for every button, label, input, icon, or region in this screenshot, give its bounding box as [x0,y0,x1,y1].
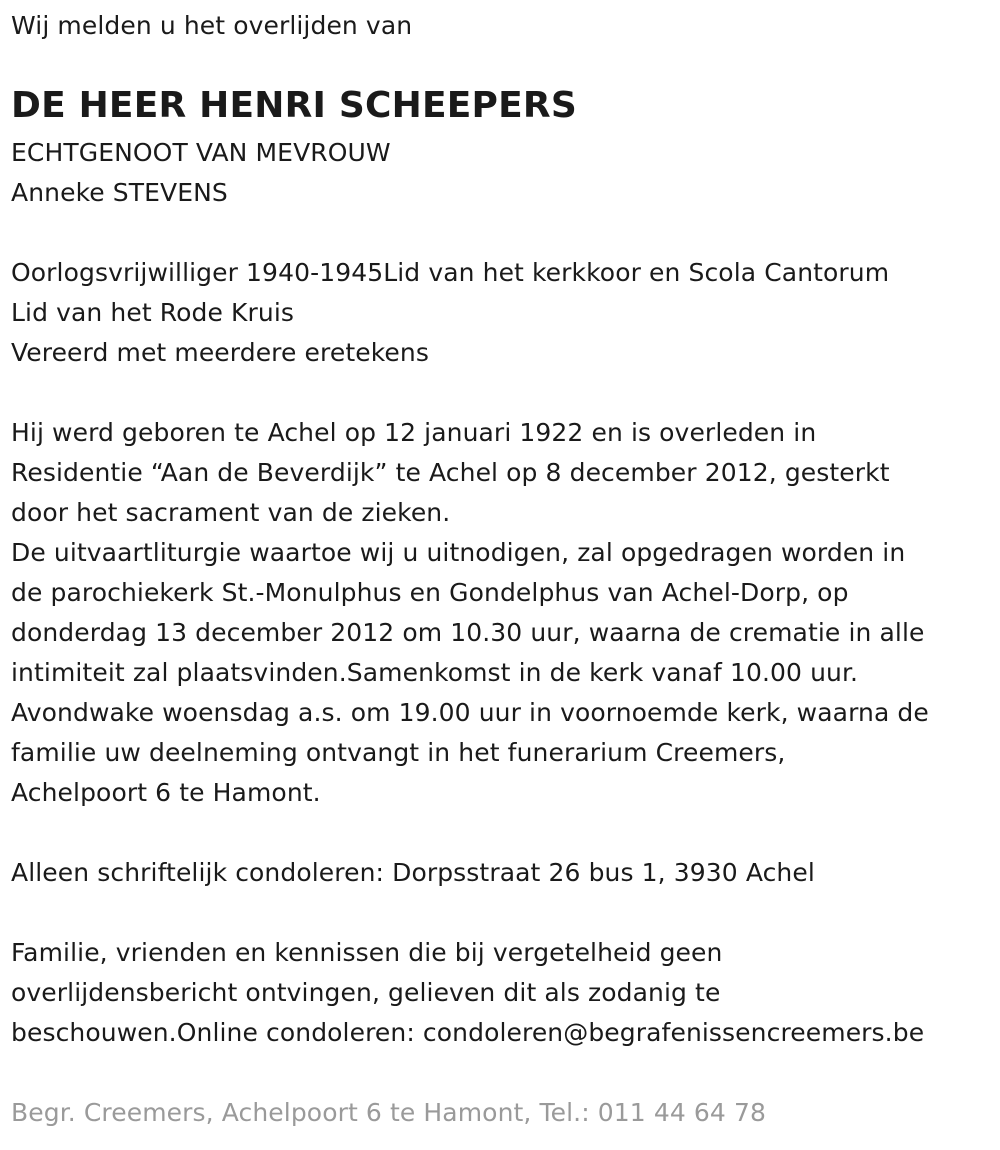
biography-block [11,413,929,813]
biography-line: Avondwake woensdag a.s. om 19.00 uur in voornoemde kerk, waarna de [11,698,929,727]
merits-block [11,253,889,373]
biography-line: donderdag 13 december 2012 om 10.30 uur, waarna de crematie in alle [11,618,925,647]
merit-line: Lid van het Rode Kruis [11,298,294,327]
spouse-line: Anneke STEVENS [11,178,228,207]
family-note-line: beschouwen.Online condoleren: condoleren@begrafenissencreemers.be [11,1018,925,1047]
deceased-name: DE HEER HENRI SCHEEPERS [11,85,577,126]
biography-line: de parochiekerk St.-Monulphus en Gondelphus van Achel-Dorp, op [11,578,849,607]
biography-line: Hij werd geboren te Achel op 12 januari 1922 en is overleden in [11,418,817,447]
condolence-address: Alleen schriftelijk condoleren: Dorpsstraat 26 bus 1, 3930 Achel [11,858,815,887]
spouse-line: ECHTGENOOT VAN MEVROUW [11,138,391,167]
biography-line: Achelpoort 6 te Hamont. [11,778,321,807]
biography-line: door het sacrament van de zieken. [11,498,451,527]
spouse-block [11,133,391,213]
family-note-line: Familie, vrienden en kennissen die bij vergetelheid geen [11,938,723,967]
family-note-block [11,933,924,1053]
biography-line: De uitvaartliturgie waartoe wij u uitnodigen, zal opgedragen worden in [11,538,906,567]
biography-line: intimiteit zal plaatsvinden.Samenkomst in de kerk vanaf 10.00 uur. [11,658,859,687]
intro-text: Wij melden u het overlijden van [11,11,413,40]
biography-line: familie uw deelneming ontvangt in het funerarium Creemers, [11,738,786,767]
family-note-line: overlijdensbericht ontvingen, gelieven dit als zodanig te [11,978,721,1007]
biography-line: Residentie “Aan de Beverdijk” te Achel op 8 december 2012, gesterkt [11,458,890,487]
funeral-home-footer: Begr. Creemers, Achelpoort 6 te Hamont, Tel.: 011 44 64 78 [11,1098,766,1127]
merit-line: Oorlogsvrijwilliger 1940-1945Lid van het kerkkoor en Scola Cantorum [11,258,890,287]
merit-line: Vereerd met meerdere eretekens [11,338,429,367]
condolence-block [11,853,815,893]
